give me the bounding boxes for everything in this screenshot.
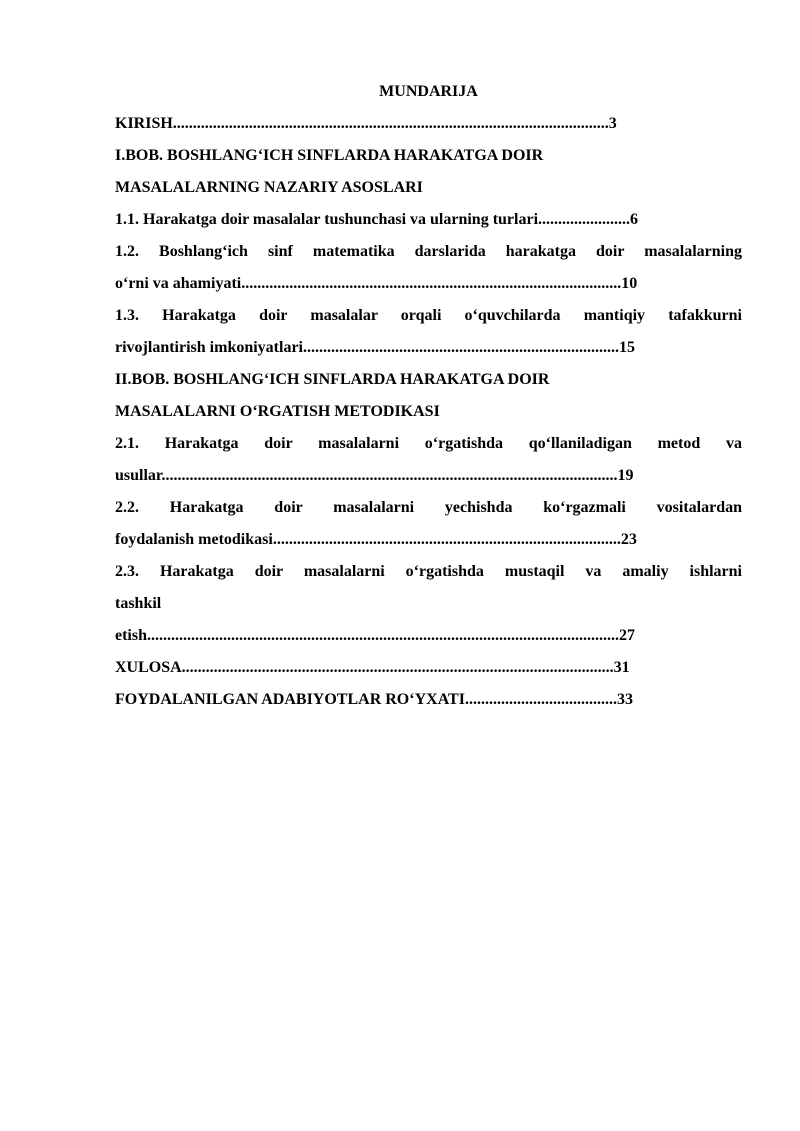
toc-entry-adabiyotlar: FOYDALANILGAN ADABIYOTLAR RO‘YXATI......................................33 — [115, 691, 633, 708]
toc-entry-2-2-line-1: 2.2. Harakatga doir masalalarni yechishda ko‘rgazmali vositalardan — [115, 499, 742, 516]
toc-entry-2-2-line-2: foydalanish metodikasi.......................................................................................23 — [115, 531, 637, 548]
toc-entry-1-2-line-2: o‘rni va ahamiyati...............................................................................................10 — [115, 275, 638, 292]
toc-chapter-1-title-line-1: I.BOB. BOSHLANG‘ICH SINFLARDA HARAKATGA DOIR — [115, 147, 544, 164]
toc-entry-2-1-line-2: usullar..................................................................................................................19 — [115, 467, 634, 484]
toc-entry-xulosa: XULOSA............................................................................................................31 — [115, 659, 630, 676]
toc-entry-2-1-line-1: 2.1. Harakatga doir masalalarni o‘rgatishda qo‘llaniladigan metod va — [115, 435, 742, 452]
toc-entry-1-2-line-1: 1.2. Boshlang‘ich sinf matematika darslarida harakatga doir masalalarning — [115, 243, 742, 260]
toc-entry-1-1: 1.1. Harakatga doir masalalar tushunchasi va ularning turlari.......................6 — [115, 211, 639, 228]
toc-entry-2-3-line-1: 2.3. Harakatga doir masalalarni o‘rgatishda mustaqil va amaliy ishlarni — [115, 563, 742, 580]
toc-entry-2-3-line-2: tashkil — [115, 595, 162, 612]
toc-entry-1-3-line-1: 1.3. Harakatga doir masalalar orqali o‘quvchilarda mantiqiy tafakkurni — [115, 307, 742, 324]
toc-entry-1-3-line-2: rivojlantirish imkoniyatlari...............................................................................15 — [115, 339, 635, 356]
toc-entry-kirish: KIRISH.............................................................................................................3 — [115, 115, 617, 132]
toc-entry-2-3-line-3: etish......................................................................................................................27 — [115, 627, 635, 644]
toc-chapter-2-title-line-2: MASALALARNI O‘RGATISH METODIKASI — [115, 403, 440, 420]
toc-chapter-1-title-line-2: MASALALARNING NAZARIY ASOSLARI — [115, 179, 423, 196]
table-of-contents — [115, 76, 742, 716]
toc-chapter-2-title-line-1: II.BOB. BOSHLANG‘ICH SINFLARDA HARAKATGA DOIR — [115, 371, 550, 388]
toc-title: MUNDARIJA — [379, 83, 478, 100]
